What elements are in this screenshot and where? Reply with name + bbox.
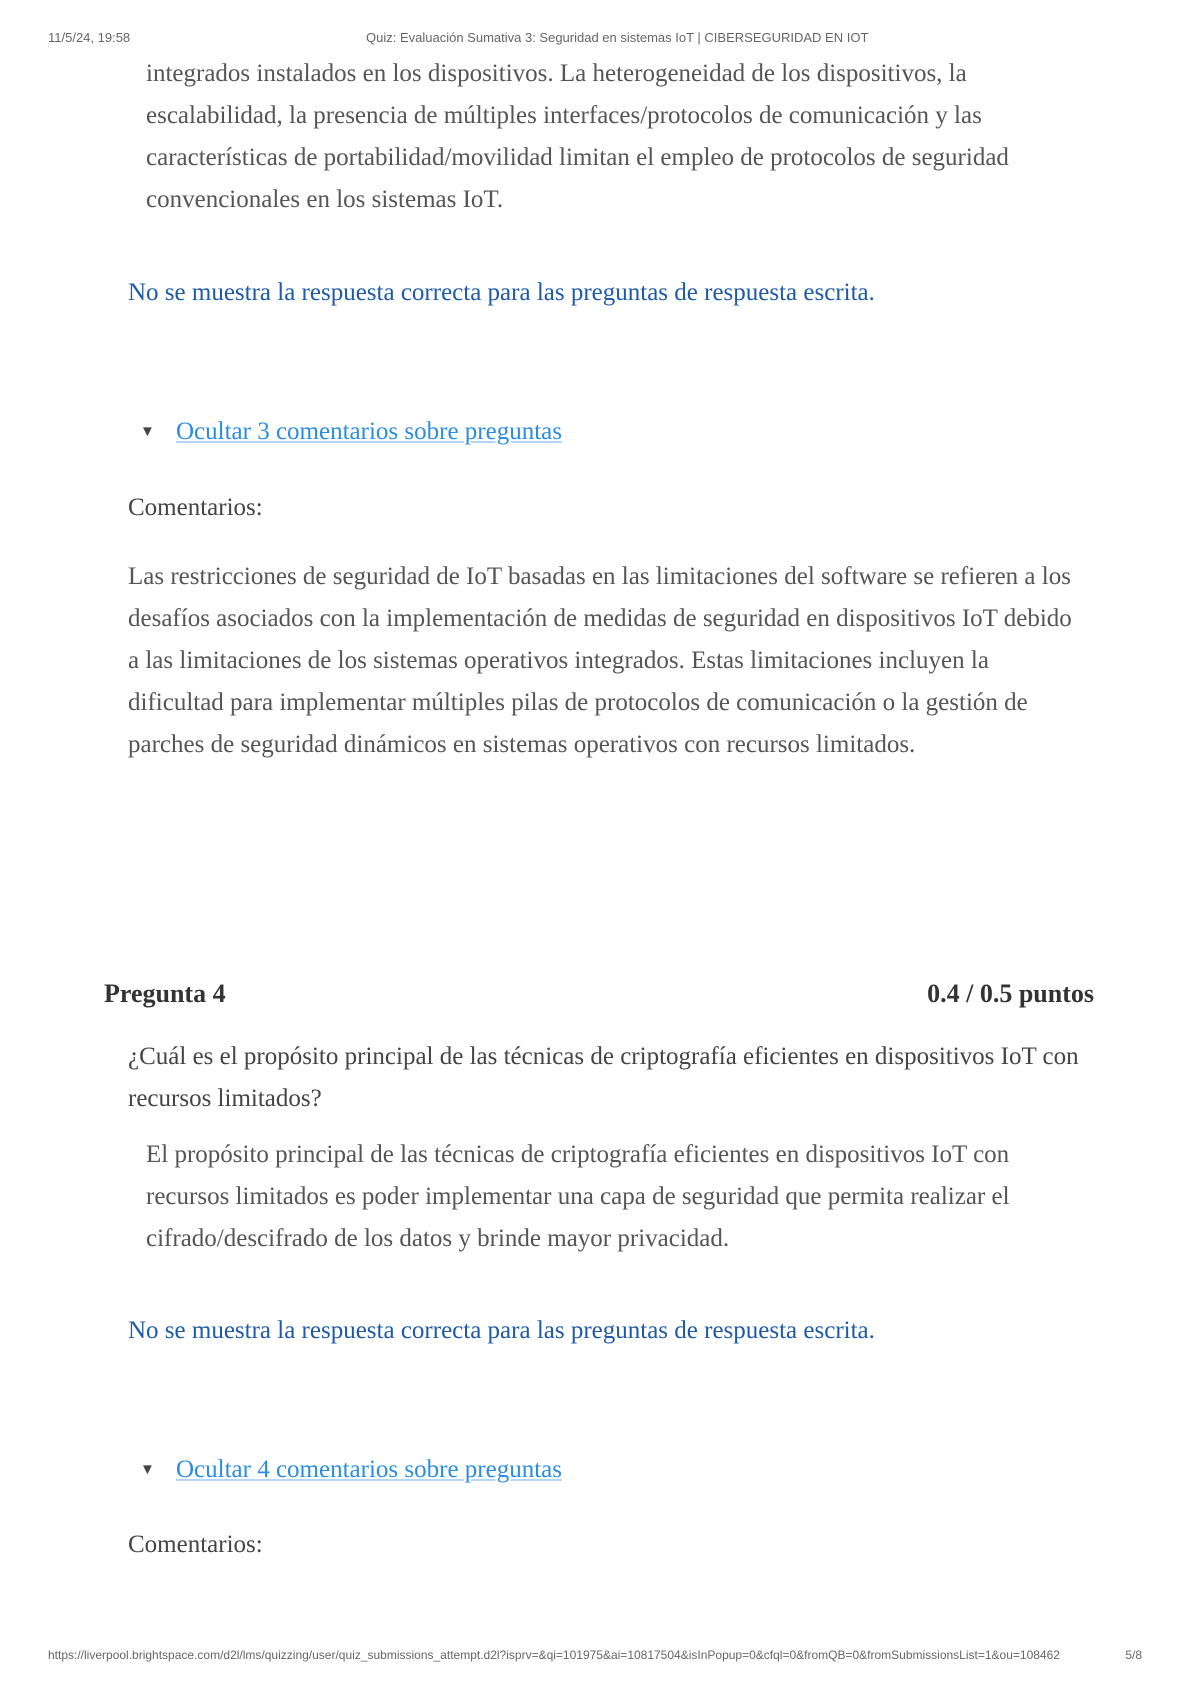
caret-down-icon: ▼ [140,424,155,440]
question-text: ¿Cuál es el propósito principal de las técnicas de criptografía eficientes en dispositivos IoT con recursos limitados? [128,1043,1079,1112]
answer-text: El propósito principal de las técnicas de criptografía eficientes en dispositivos IoT con recursos limitados es poder implementar una capa de seguridad que permita realizar el cifrado/descifrado de los datos y brinde mayor privacidad. [146,1141,1010,1252]
comment-text: Las restricciones de seguridad de IoT basadas en las limitaciones del software se refieren a los desafíos asociados con la implementación de medidas de seguridad en dispositivos IoT debido a las limitaciones de los sistemas operativos integrados. Estas limitaciones incluyen la dificultad para implementar múltiples pilas de protocolos de comunicación o la gestión de parches de seguridad dinámicos en sistemas operativos con recursos limitados. [128,563,1072,758]
hide-comments-toggle[interactable] [140,1450,562,1490]
hide-comments-link[interactable]: Ocultar 4 comentarios sobre preguntas [176,1456,562,1483]
no-correct-answer-note: No se muestra la respuesta correcta para las preguntas de respuesta escrita. [128,1317,875,1344]
print-footer [48,1648,1142,1668]
caret-down-icon: ▼ [140,1462,155,1478]
question-title: Pregunta 4 [104,979,226,1008]
print-document-title: Quiz: Evaluación Sumativa 3: Seguridad en sistemas IoT | CIBERSEGURIDAD EN IOT [366,30,869,45]
hide-comments-toggle[interactable] [140,412,562,452]
comments-heading: Comentarios: [128,494,263,521]
print-date: 11/5/24, 19:58 [48,30,131,45]
comments-heading: Comentarios: [128,1531,263,1558]
hide-comments-link[interactable]: Ocultar 3 comentarios sobre preguntas [176,418,562,445]
no-correct-answer-note: No se muestra la respuesta correcta para las preguntas de respuesta escrita. [128,279,875,306]
page-number: 5/8 [1125,1648,1142,1662]
question-points: 0.4 / 0.5 puntos [927,979,1094,1008]
answer-text: integrados instalados en los dispositivos. La heterogeneidad de los dispositivos, la escalabilidad, la presencia de múltiples interfaces/protocolos de comunicación y las características de portabilidad/movilidad limitan el empleo de protocolos de seguridad convencionales en los sistemas IoT. [146,60,1009,213]
print-url: https://liverpool.brightspace.com/d2l/lms/quizzing/user/quiz_submissions_attempt.d2l?isprv=&qi=101975&ai=10817504&isInPopup=0&cfql=0&fromQB=0&fromSubmissionsList=1&ou=108462 [48,1648,1060,1662]
print-header [48,30,1142,50]
